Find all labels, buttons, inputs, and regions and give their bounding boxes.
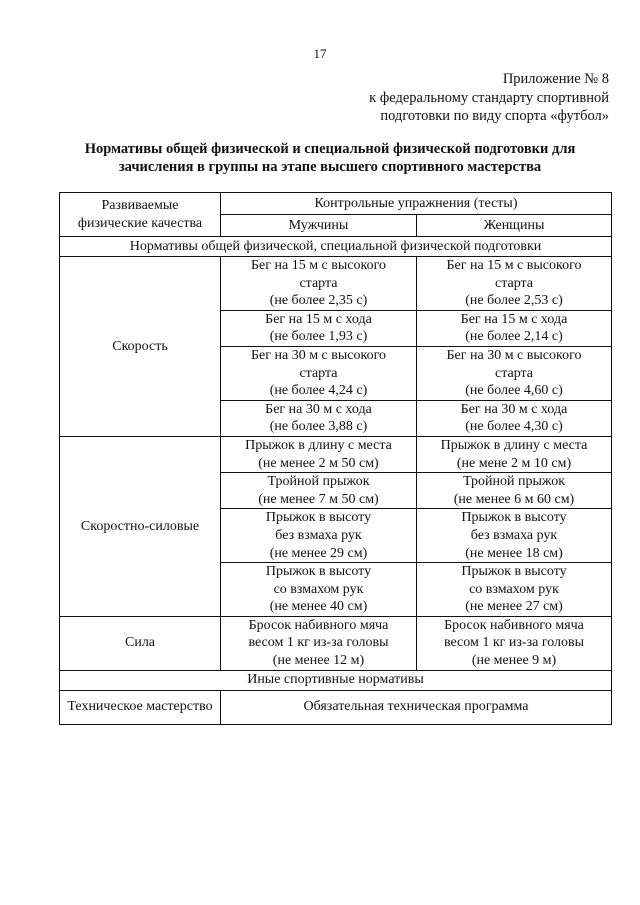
table-row (60, 257, 612, 311)
norm-text-line: Бег на 30 м с высокого (446, 347, 582, 363)
table-row (60, 436, 612, 472)
title-line: зачисления в группы на этапе высшего спортивного мастерства (118, 159, 542, 175)
men-norm-cell (221, 346, 417, 400)
norm-text-line: Тройной прыжок (267, 474, 370, 490)
norm-text-line: (не менее 6 м 60 см) (453, 491, 575, 507)
norms-table (59, 192, 612, 725)
norm-text-line: Бросок набивного мяча (248, 617, 389, 633)
norm-text-line: (не мене 2 м 10 см) (456, 455, 572, 471)
header-women-cell: Женщины (417, 215, 612, 237)
women-norm-cell (417, 436, 612, 472)
appendix-line: подготовки по виду спорта «футбол» (380, 108, 609, 124)
norm-text-line: Бег на 15 м с хода (265, 311, 372, 327)
appendix-line: к федеральному стандарту спортивной (369, 89, 609, 106)
norm-text-line: (не более 4,60 с) (465, 383, 563, 399)
section-row (60, 237, 612, 257)
table-header-row (60, 193, 612, 215)
norm-text-line: весом 1 кг из-за головы (443, 635, 585, 651)
norm-text-line: без взмаха рук (470, 527, 558, 543)
section-general-cell: Нормативы общей физической, специальной физической подготовки (60, 237, 612, 257)
quality-cell: Сила (60, 616, 221, 670)
norm-text-line: (не более 3,88 с) (269, 419, 368, 435)
men-norm-cell (221, 616, 417, 670)
women-norm-cell (417, 257, 612, 311)
norm-text-line: (не менее 27 см) (465, 599, 563, 615)
norm-text-line: (не более 4,24 с) (269, 383, 368, 399)
title-line: Нормативы общей физической и специальной физической подготовки для (84, 141, 576, 157)
quality-cell: Скоростно-силовые (60, 436, 221, 616)
norm-text-line: Бег на 15 м с высокого (446, 258, 582, 273)
header-men-cell: Мужчины (221, 215, 417, 237)
norm-text-line: Прыжок в высоту (461, 564, 567, 580)
norm-text-line: (не менее 40 см) (269, 599, 368, 615)
table-row (60, 616, 612, 670)
norm-text-line: (не менее 7 м 50 см) (258, 491, 379, 507)
women-norm-cell (417, 563, 612, 617)
women-norm-cell (417, 473, 612, 509)
norm-text-line: (не более 2,35 с) (269, 293, 368, 309)
technical-requirement-cell: Обязательная техническая программа (221, 690, 612, 724)
men-norm-cell (221, 436, 417, 472)
section-row (60, 670, 612, 690)
women-norm-cell (417, 400, 612, 436)
norm-text-line: Прыжок в длину с места (440, 437, 588, 453)
norm-text-line: (не менее 29 см) (269, 545, 368, 561)
norm-text-line: Бег на 30 м с хода (265, 401, 372, 417)
header-exercises-cell: Контрольные упражнения (тесты) (221, 193, 612, 215)
norm-text-line: Бросок набивного мяча (444, 617, 584, 633)
page-number: 17 (313, 46, 327, 61)
norm-text-line: Бег на 30 м с высокого (251, 347, 386, 363)
women-norm-cell (417, 346, 612, 400)
norm-text-line: (не менее 9 м) (471, 653, 557, 669)
norm-text-line: Прыжок в высоту (265, 564, 372, 580)
men-norm-cell (221, 400, 417, 436)
appendix-line: Приложение № 8 (502, 71, 609, 87)
women-norm-cell (417, 616, 612, 670)
norm-text-line: Тройной прыжок (462, 474, 566, 490)
technical-row (60, 690, 612, 724)
men-norm-cell (221, 509, 417, 563)
norm-text-line: (не более 2,53 с) (465, 293, 563, 309)
norm-text-line: Прыжок в длину с места (245, 437, 392, 453)
norm-text-line: Бег на 15 м с хода (460, 311, 568, 327)
norm-text-line: (не менее 12 м) (272, 653, 365, 669)
men-norm-cell (221, 473, 417, 509)
norm-text-line: без взмаха рук (275, 527, 362, 543)
section-other-cell: Иные спортивные нормативы (60, 670, 612, 690)
norm-text-line: Бег на 30 м с хода (460, 401, 568, 417)
norm-text-line: со взмахом рук (469, 581, 559, 597)
norm-text-line: весом 1 кг из-за головы (248, 635, 389, 651)
men-norm-cell (221, 563, 417, 617)
women-norm-cell (417, 310, 612, 346)
norm-text-line: старта (299, 275, 338, 291)
norm-text-line: старта (494, 275, 534, 291)
norm-text-line: старта (494, 365, 534, 381)
norm-text-line: (не менее 2 м 50 см) (258, 455, 379, 471)
norm-text-line: (не менее 18 см) (465, 545, 563, 561)
header-qualities-cell (60, 193, 221, 237)
appendix-header (369, 70, 609, 126)
norm-text-line: Прыжок в высоту (461, 510, 567, 526)
women-norm-cell (417, 509, 612, 563)
norm-text-line: Прыжок в высоту (265, 510, 372, 526)
men-norm-cell (221, 310, 417, 346)
header-qualities-line: Развиваемые (101, 197, 179, 213)
norm-text-line: старта (299, 365, 338, 381)
document-title (60, 140, 600, 176)
norm-text-line: (не более 2,14 с) (465, 329, 563, 345)
norm-text-line: (не более 4,30 с) (465, 419, 563, 435)
header-qualities-line: физические качества (77, 215, 203, 231)
norm-text-line: Бег на 15 м с высокого (251, 258, 386, 273)
technical-quality-cell: Техническое мастерство (60, 690, 221, 724)
norms-table-body (60, 193, 612, 725)
norm-text-line: (не более 1,93 с) (269, 329, 368, 345)
men-norm-cell (221, 257, 417, 311)
norm-text-line: со взмахом рук (273, 581, 364, 597)
quality-cell: Скорость (60, 257, 221, 437)
